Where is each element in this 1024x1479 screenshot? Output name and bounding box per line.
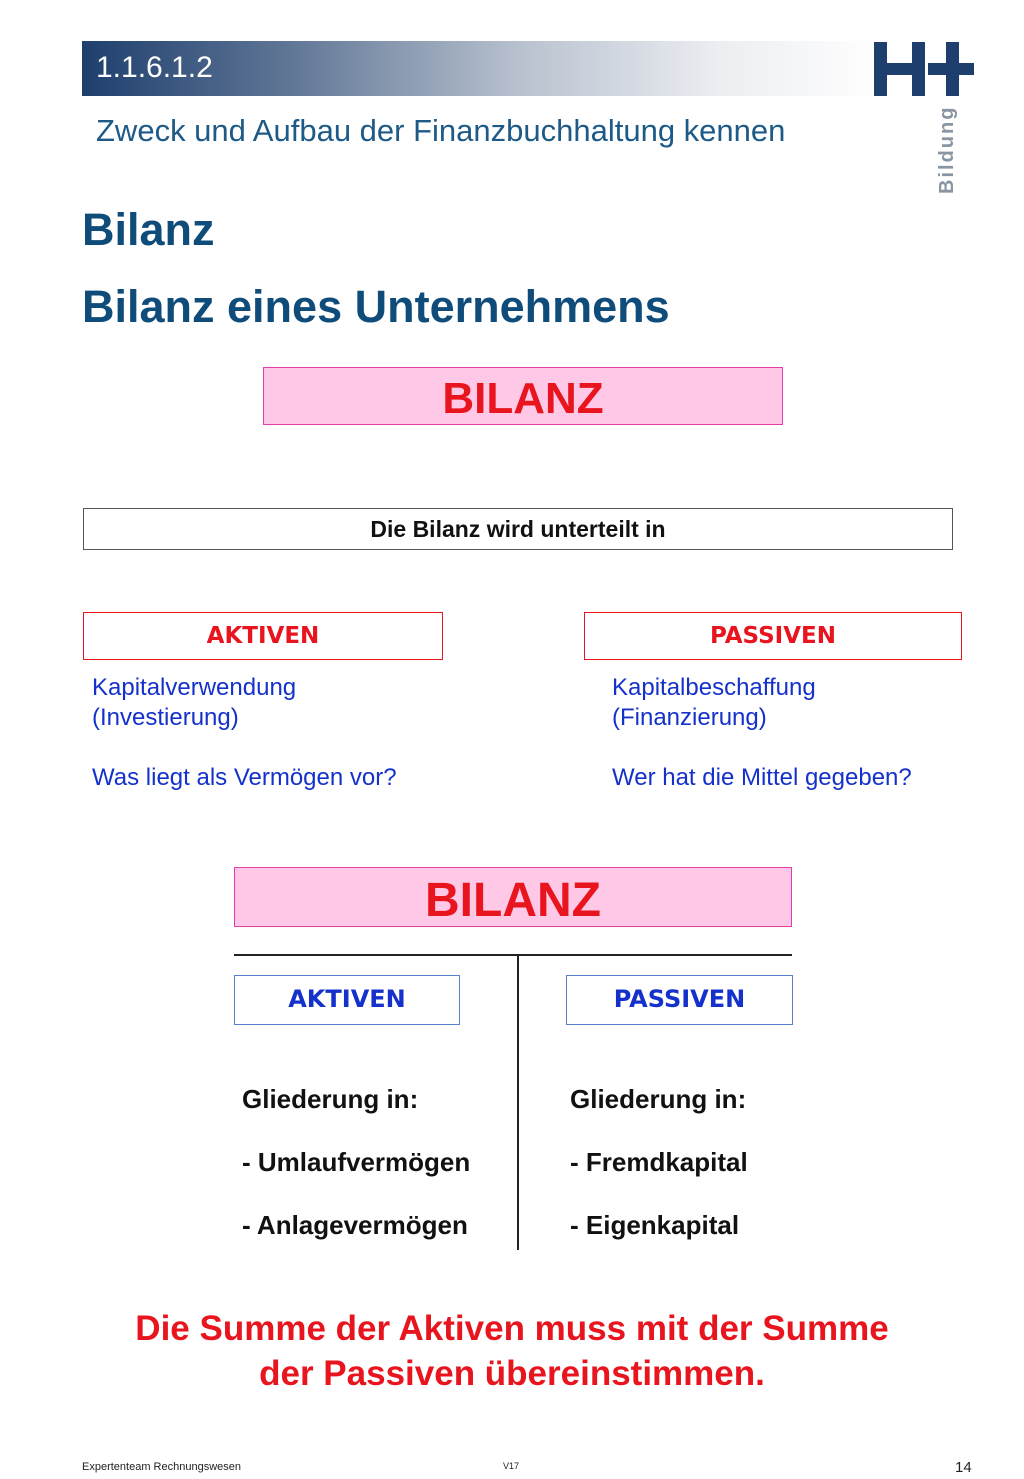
hplus-logo — [872, 40, 976, 98]
aktiven-description-line2: (Investierung) — [92, 704, 239, 731]
t-account-passiven-box: PASSIVEN — [566, 975, 793, 1025]
balance-rule-line1: Die Summe der Aktiven muss mit der Summe — [135, 1309, 889, 1348]
bilanz-t-account-heading: BILANZ — [234, 867, 792, 927]
footer-author: Expertenteam Rechnungswesen — [82, 1461, 241, 1473]
aktiven-label-box: AKTIVEN — [83, 612, 443, 660]
passiven-description-line2: (Finanzierung) — [612, 704, 767, 731]
footer-page-number: 14 — [955, 1459, 972, 1476]
divided-into-box: Die Bilanz wird unterteilt in — [83, 508, 953, 550]
t-account-vertical-line — [517, 954, 519, 1250]
passiven-description-line1: Kapitalbeschaffung — [612, 674, 816, 701]
aktiven-question: Was liegt als Vermögen vor? — [92, 764, 397, 791]
aktiven-item-umlaufvermoegen: - Umlaufvermögen — [242, 1147, 471, 1177]
passiven-item-eigenkapital: - Eigenkapital — [570, 1210, 740, 1240]
passiven-question: Wer hat die Mittel gegeben? — [612, 764, 912, 791]
aktiven-item-anlagevermoegen: - Anlagevermögen — [242, 1210, 468, 1240]
chapter-subtitle: Zweck und Aufbau der Finanzbuchhaltung kennen — [96, 113, 786, 148]
passiven-label-box: PASSIVEN — [584, 612, 962, 660]
t-account-aktiven-box: AKTIVEN — [234, 975, 460, 1025]
section-number: 1.1.6.1.2 — [96, 51, 213, 84]
page-subtitle: Bilanz eines Unternehmens — [82, 281, 670, 332]
bilanz-heading-box: BILANZ — [263, 367, 783, 425]
passiven-gliederung-label: Gliederung in: — [570, 1084, 747, 1114]
footer-version: V17 — [503, 1461, 520, 1471]
aktiven-gliederung-label: Gliederung in: — [242, 1084, 419, 1114]
balance-rule-line2: der Passiven übereinstimmen. — [259, 1354, 765, 1393]
aktiven-description-line1: Kapitalverwendung — [92, 674, 297, 701]
t-account-horizontal-line — [234, 954, 792, 956]
page-title: Bilanz — [82, 204, 215, 255]
passiven-item-fremdkapital: - Fremdkapital — [570, 1147, 748, 1177]
logo-bildung-text: Bildung — [936, 105, 958, 194]
